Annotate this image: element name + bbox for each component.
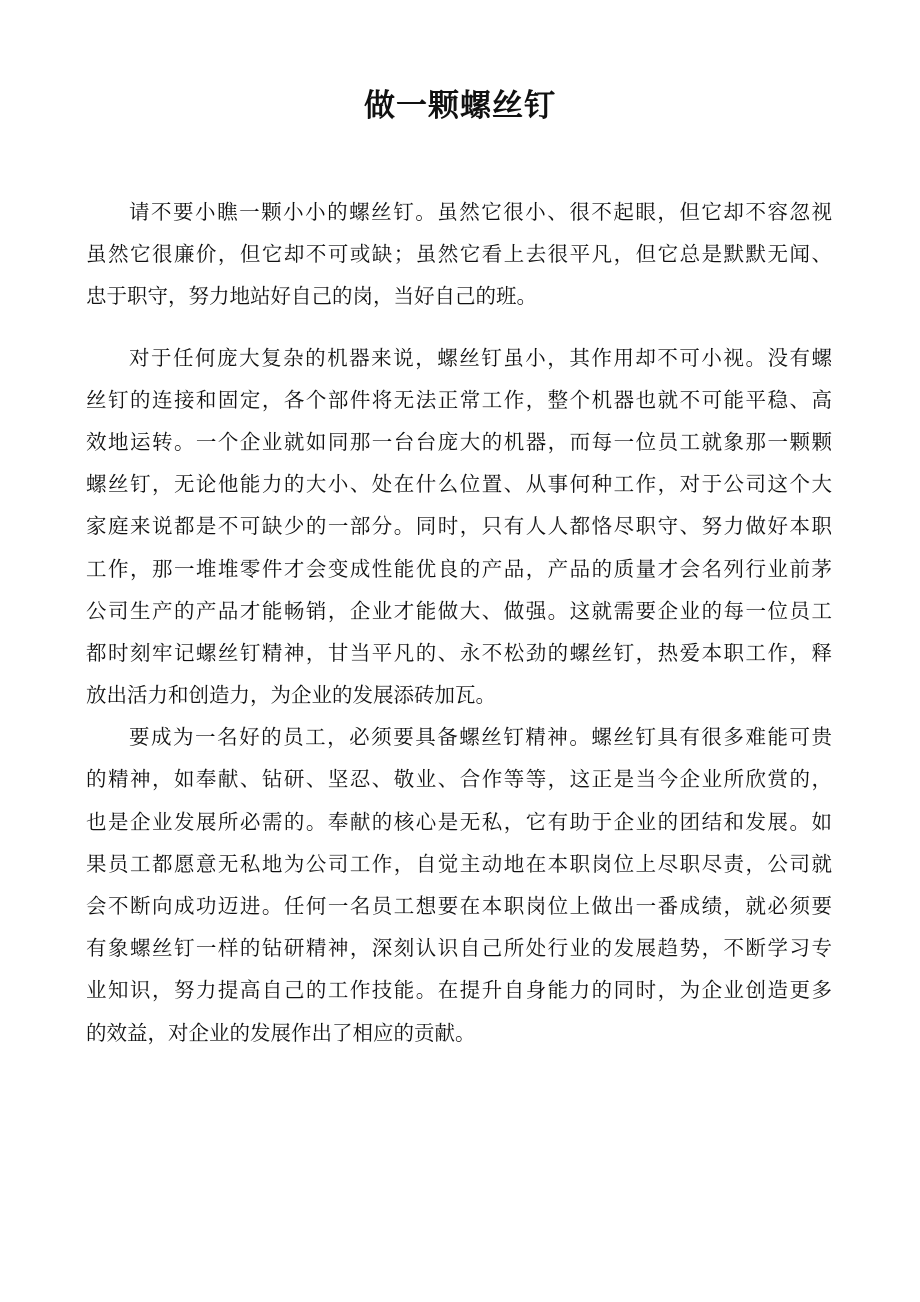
paragraph-line: 有象螺丝钉一样的钻研精神，深刻认识自己所处行业的发展趋势，不断学习专 [86, 936, 832, 961]
paragraph-line: 请不要小瞧一颗小小的螺丝钉。虽然它很小、很不起眼，但它却不容忽视 [129, 200, 832, 224]
paragraph-line: 的精神，如奉献、钻研、坚忍、敬业、合作等等，这正是当今企业所欣赏的， [86, 767, 832, 792]
paragraph-line: 公司生产的产品才能畅销，企业才能做大、做强。这就需要企业的每一位员工 [86, 598, 832, 623]
paragraph-1 [86, 196, 832, 323]
paragraph-line: 对于任何庞大复杂的机器来说，螺丝钉虽小，其作用却不可小视。没有螺 [129, 345, 832, 370]
paragraph-line: 螺丝钉，无论他能力的大小、处在什么位置、从事何种工作，对于公司这个大 [86, 472, 832, 497]
paragraph-line: 业知识，努力提高自己的工作技能。在提升自身能力的同时，为企业创造更多 [86, 978, 832, 1003]
paragraph-3 [86, 721, 832, 1059]
paragraph-line: 工作，那一堆堆零件才会变成性能优良的产品，产品的质量才会名列行业前茅 [86, 556, 832, 581]
paragraph-line: 虽然它很廉价，但它却不可或缺；虽然它看上去很平凡，但它总是默默无闻、 [86, 242, 832, 267]
paragraph-line: 果员工都愿意无私地为公司工作，自觉主动地在本职岗位上尽职尽责，公司就 [86, 851, 832, 876]
paragraph-line: 都时刻牢记螺丝钉精神，甘当平凡的、永不松劲的螺丝钉，热爱本职工作，释 [86, 640, 832, 665]
paragraph-line: 放出活力和创造力，为企业的发展添砖加瓦。 [86, 683, 496, 708]
paragraph-line: 的效益，对企业的发展作出了相应的贡献。 [86, 1020, 476, 1045]
paragraph-line: 丝钉的连接和固定，各个部件将无法正常工作，整个机器也就不可能平稳、高 [86, 387, 832, 412]
paragraph-line: 忠于职守，努力地站好自己的岗，当好自己的班。 [86, 284, 537, 309]
paragraph-line: 要成为一名好的员工，必须要具备螺丝钉精神。螺丝钉具有很多难能可贵 [129, 725, 832, 750]
document-title: 做一颗螺丝钉 [364, 88, 556, 124]
paragraph-line: 效地运转。一个企业就如同那一台台庞大的机器，而每一位员工就象那一颗颗 [86, 429, 832, 454]
paragraph-line: 家庭来说都是不可缺少的一部分。同时，只有人人都恪尽职守、努力做好本职 [86, 514, 832, 539]
paragraph-line: 会不断向成功迈进。任何一名员工想要在本职岗位上做出一番成绩，就必须要 [86, 894, 832, 918]
document-body [86, 196, 832, 1059]
paragraph-2 [86, 342, 832, 722]
paragraph-line: 也是企业发展所必需的。奉献的核心是无私，它有助于企业的团结和发展。如 [86, 809, 832, 834]
